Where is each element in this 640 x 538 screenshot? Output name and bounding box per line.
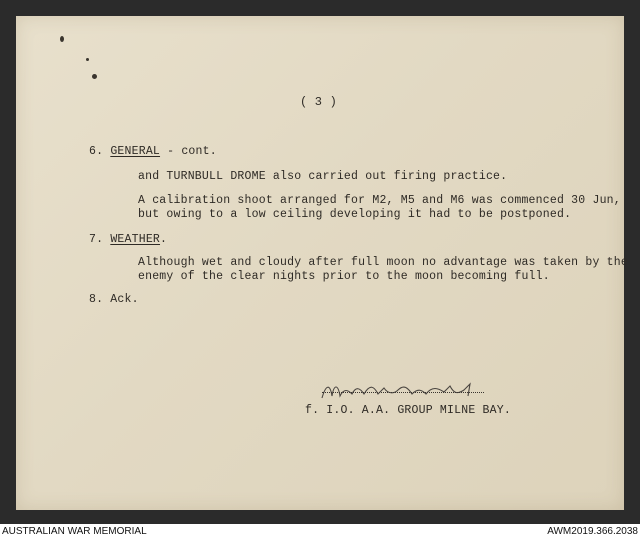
footer-credit: AUSTRALIAN WAR MEMORIAL [2,526,147,537]
signature-block: f. I.O. A.A. GROUP MILNE BAY. [305,404,511,417]
section-title: GENERAL [110,145,161,158]
section-8: 8. Ack. [89,293,139,306]
ink-spot [60,36,64,42]
paragraph-line: but owing to a low ceiling developing it had to be postponed. [138,208,572,221]
section-title: WEATHER [110,233,161,246]
section-number: 6. [89,145,104,158]
paragraph-line: enemy of the clear nights prior to the moon becoming full. [138,270,550,283]
paragraph: and TURNBULL DROME also carried out firing practice. [138,170,508,183]
section-6-heading [89,145,217,158]
paragraph-line: Although wet and cloudy after full moon no advantage was taken by the [138,256,628,269]
section-7-heading [89,233,167,246]
paragraph-line: A calibration shoot arranged for M2, M5 and M6 was commenced 30 Jun, [138,194,621,207]
signature-line [322,392,484,393]
section-suffix: - cont. [160,145,217,158]
ink-spot [86,58,89,61]
footer-accession-number: AWM2019.366.2038 [547,526,638,537]
section-number: 7. [89,233,104,246]
page-number: ( 3 ) [300,95,338,109]
section-suffix: . [160,233,168,246]
ink-spot [92,74,97,79]
